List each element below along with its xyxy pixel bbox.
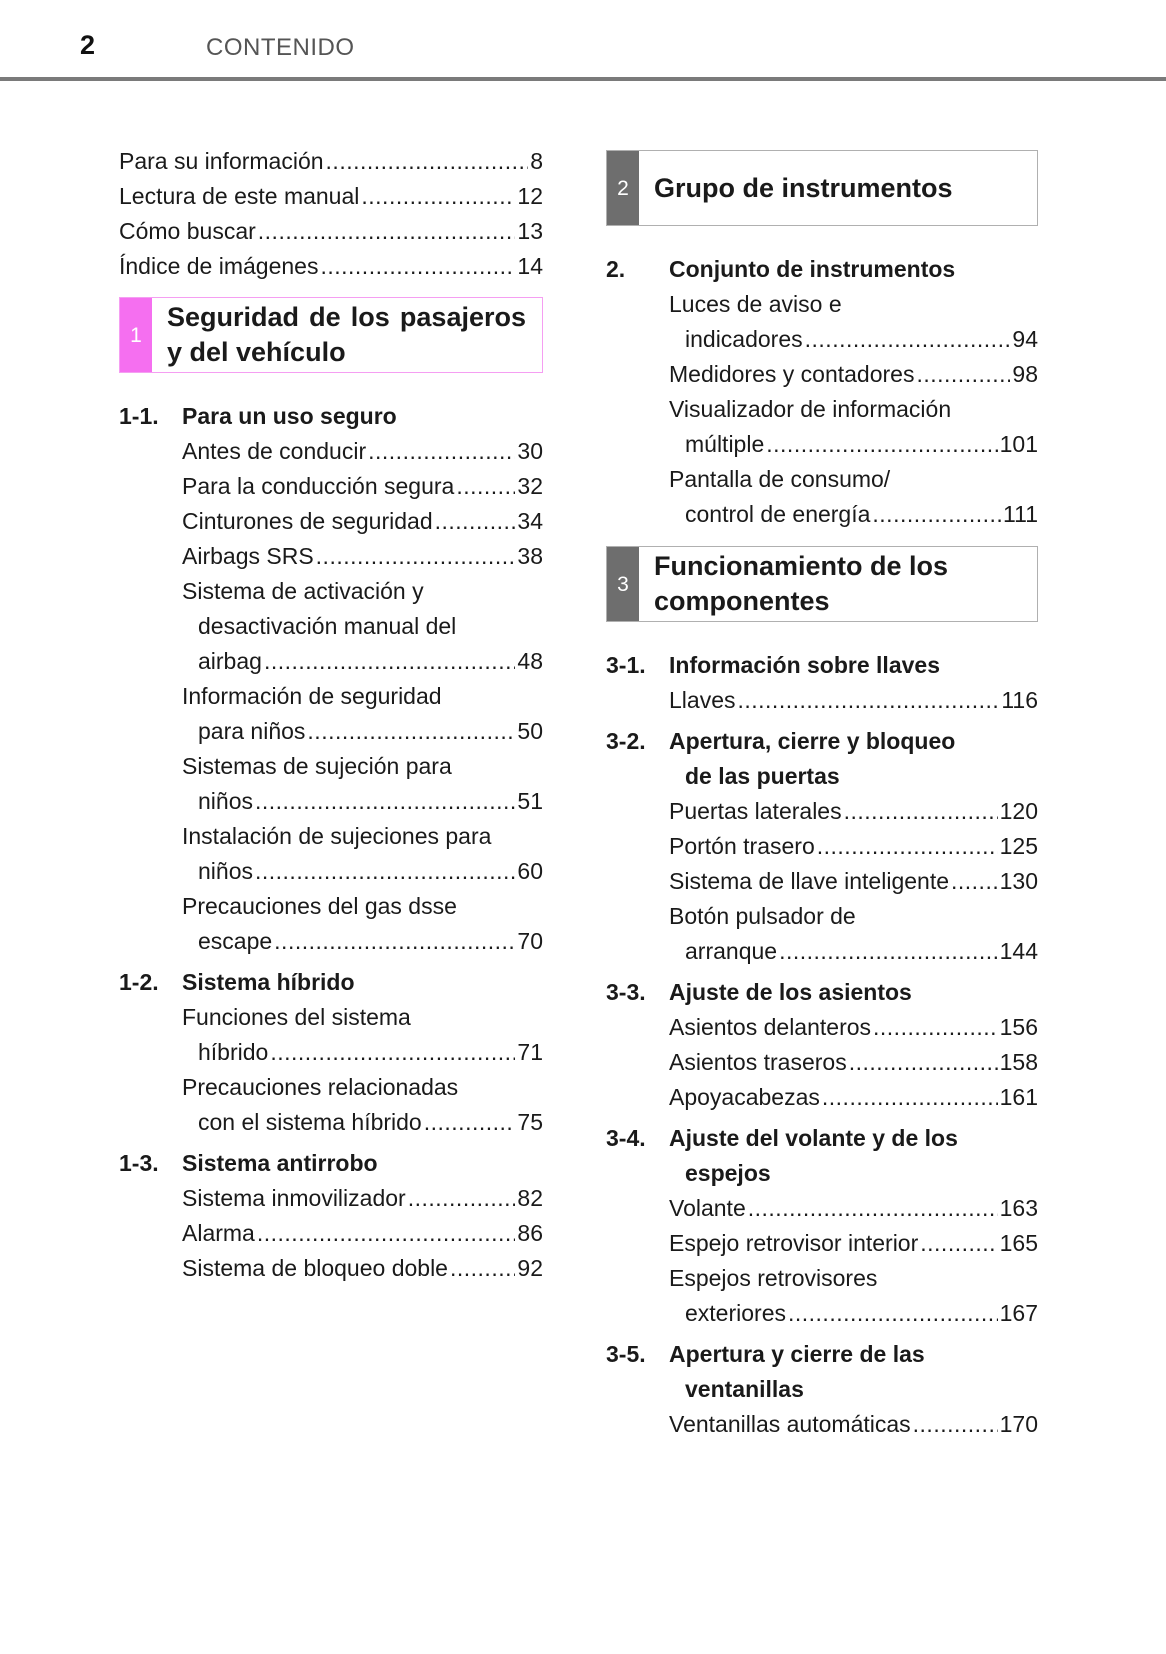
toc-entry-row bbox=[669, 1226, 1038, 1261]
toc-entry-row bbox=[119, 214, 543, 249]
section-title-line1: Conjunto de instrumentos bbox=[669, 256, 956, 282]
chapter-1-sections bbox=[119, 399, 543, 1286]
section-title bbox=[669, 724, 1038, 794]
toc-entry[interactable] bbox=[606, 864, 1038, 899]
toc-entry[interactable] bbox=[119, 574, 543, 679]
section-title-line2: ventanillas bbox=[685, 1376, 804, 1402]
toc-entry[interactable] bbox=[606, 462, 1038, 532]
section-title bbox=[182, 965, 543, 1000]
dot-leader bbox=[450, 1251, 515, 1286]
chapter-2-header[interactable] bbox=[606, 150, 1038, 226]
toc-entry[interactable] bbox=[606, 794, 1038, 829]
toc-entry-page: 34 bbox=[517, 508, 543, 534]
toc-entry-row bbox=[669, 1191, 1038, 1226]
section-heading[interactable] bbox=[606, 252, 1038, 287]
toc-right-column bbox=[606, 144, 1038, 1442]
toc-entry-label: Sistema de llave inteligente bbox=[669, 868, 949, 894]
section-number: 3-1. bbox=[606, 652, 646, 678]
dot-leader bbox=[805, 322, 1011, 357]
section-number: 3-3. bbox=[606, 979, 646, 1005]
toc-entry[interactable] bbox=[119, 179, 543, 214]
section-title bbox=[669, 1337, 1038, 1407]
toc-entry[interactable] bbox=[119, 749, 543, 819]
toc-entry[interactable] bbox=[119, 214, 543, 249]
toc-entry[interactable] bbox=[606, 1080, 1038, 1115]
toc-entry-row bbox=[669, 829, 1038, 864]
dot-leader bbox=[408, 1181, 516, 1216]
toc-entry-label: Sistema de bloqueo doble bbox=[182, 1255, 448, 1281]
toc-entry-row bbox=[182, 854, 543, 889]
chapter-3-title-line1: Funcionamiento de los bbox=[654, 551, 949, 581]
toc-entry[interactable] bbox=[606, 1010, 1038, 1045]
toc-entry[interactable] bbox=[606, 899, 1038, 969]
section-title-line1: Información sobre llaves bbox=[669, 652, 940, 678]
toc-entry-page: 111 bbox=[1003, 501, 1038, 527]
toc-entry-row bbox=[182, 644, 543, 679]
dot-leader bbox=[817, 829, 998, 864]
toc-entry-label-line2: desactivación manual del bbox=[198, 613, 457, 639]
toc-entry-row bbox=[669, 794, 1038, 829]
toc-entry-page: 50 bbox=[517, 718, 543, 744]
section-number: 1-2. bbox=[119, 969, 159, 995]
toc-entry-row bbox=[182, 1035, 543, 1070]
toc-entry-page: 48 bbox=[517, 648, 543, 674]
toc-entry-label: Alarma bbox=[182, 1220, 255, 1246]
toc-entry-row bbox=[669, 322, 1038, 357]
toc-entry-row bbox=[182, 469, 543, 504]
chapter-2-sections bbox=[606, 252, 1038, 532]
dot-leader bbox=[822, 1080, 998, 1115]
toc-entry-row bbox=[669, 934, 1038, 969]
toc-entry-label: Asientos traseros bbox=[669, 1049, 847, 1075]
header-title: CONTENIDO bbox=[206, 34, 355, 61]
chapter-1-title-line1: Seguridad de los pasajeros bbox=[167, 302, 526, 332]
section-title-line1: Para un uso seguro bbox=[182, 403, 397, 429]
dot-leader bbox=[326, 144, 529, 179]
toc-entry-label: Llaves bbox=[669, 687, 736, 713]
dot-leader bbox=[873, 1010, 998, 1045]
dot-leader bbox=[844, 794, 998, 829]
chapter-1-header[interactable] bbox=[119, 297, 543, 373]
toc-entry-label: Para la conducción segura bbox=[182, 473, 455, 499]
toc-entry-page: 30 bbox=[517, 438, 543, 464]
toc-entry[interactable] bbox=[119, 1251, 543, 1286]
toc-entry[interactable] bbox=[119, 679, 543, 749]
toc-entry-page: 71 bbox=[517, 1039, 543, 1065]
toc-entry[interactable] bbox=[119, 1070, 543, 1140]
toc-entry-label: Portón trasero bbox=[669, 833, 815, 859]
toc-entry-label-line1: Precauciones del gas dsse bbox=[182, 893, 457, 919]
section-title-line1: Apertura, cierre y bloqueo bbox=[669, 728, 956, 754]
toc-entry-label: Asientos delanteros bbox=[669, 1014, 872, 1040]
section-title bbox=[182, 1146, 543, 1181]
toc-entry-row bbox=[182, 1181, 543, 1216]
toc-entry-label-line1: Espejos retrovisores bbox=[669, 1265, 878, 1291]
toc-entry[interactable] bbox=[119, 144, 543, 179]
section-title bbox=[669, 1121, 1038, 1191]
chapter-2-title-line1: Grupo de instrumentos bbox=[654, 172, 953, 203]
toc-entry-label-line1: Visualizador de información bbox=[669, 396, 952, 422]
dot-leader bbox=[872, 497, 1001, 532]
toc-entry-row bbox=[119, 249, 543, 284]
toc-entry-label: múltiple bbox=[685, 431, 765, 457]
section-heading[interactable] bbox=[119, 1146, 543, 1181]
toc-entry-label: Medidores y contadores bbox=[669, 361, 915, 387]
dot-leader bbox=[255, 854, 515, 889]
toc-entry-label: Apoyacabezas bbox=[669, 1084, 820, 1110]
section-title bbox=[669, 252, 1038, 287]
section-heading[interactable] bbox=[606, 648, 1038, 683]
section-title-line1: Ajuste de los asientos bbox=[669, 979, 912, 1005]
dot-leader bbox=[951, 864, 998, 899]
toc-entry-row bbox=[182, 434, 543, 469]
chapter-3-header[interactable] bbox=[606, 546, 1038, 622]
toc-entry-page: 12 bbox=[517, 183, 543, 209]
toc-entry-page: 161 bbox=[999, 1084, 1038, 1110]
toc-entry-page: 130 bbox=[999, 868, 1038, 894]
chapter-3-title bbox=[639, 547, 1037, 621]
dot-leader bbox=[361, 179, 515, 214]
toc-entry-page: 38 bbox=[517, 543, 543, 569]
toc-entry-label-line1: Precauciones relacionadas bbox=[182, 1074, 459, 1100]
dot-leader bbox=[264, 644, 515, 679]
toc-entry-label: Cómo buscar bbox=[119, 218, 256, 244]
toc-entry-label: Antes de conducir bbox=[182, 438, 367, 464]
section-title-line2: espejos bbox=[685, 1160, 771, 1186]
toc-entry-row bbox=[669, 683, 1038, 718]
toc-entry-page: 167 bbox=[999, 1300, 1038, 1326]
section-number: 2. bbox=[606, 256, 626, 282]
chapter-1-title-line2: y del vehículo bbox=[167, 337, 346, 367]
section-heading[interactable] bbox=[606, 1121, 1038, 1191]
chapter-1-tab: 1 bbox=[120, 298, 152, 372]
toc-entry-page: 125 bbox=[999, 833, 1038, 859]
toc-entry[interactable] bbox=[606, 1226, 1038, 1261]
dot-leader bbox=[424, 1105, 516, 1140]
toc-entry-page: 70 bbox=[517, 928, 543, 954]
toc-entry-label: control de energía bbox=[685, 501, 871, 527]
toc-entry-row bbox=[669, 1080, 1038, 1115]
chapter-2-tab: 2 bbox=[607, 151, 639, 225]
toc-entry-row bbox=[669, 1296, 1038, 1331]
toc-entry-row bbox=[669, 357, 1038, 392]
toc-entry-row bbox=[669, 864, 1038, 899]
toc-entry-label-line1: Pantalla de consumo/ bbox=[669, 466, 891, 492]
toc-entry[interactable] bbox=[119, 249, 543, 284]
toc-entry-row bbox=[182, 504, 543, 539]
toc-entry[interactable] bbox=[606, 392, 1038, 462]
section-title bbox=[182, 399, 543, 434]
toc-entry-page: 158 bbox=[999, 1049, 1038, 1075]
section-heading[interactable] bbox=[606, 975, 1038, 1010]
section-title bbox=[669, 648, 1038, 683]
toc-entry-page: 82 bbox=[517, 1185, 543, 1211]
toc-entry-page: 116 bbox=[1001, 687, 1038, 713]
toc-entry-label: Ventanillas automáticas bbox=[669, 1411, 911, 1437]
dot-leader bbox=[255, 784, 515, 819]
toc-entry-page: 75 bbox=[517, 1109, 543, 1135]
toc-entry-label-line1: Sistemas de sujeción para bbox=[182, 753, 452, 779]
toc-entry-page: 8 bbox=[530, 148, 543, 174]
toc-entry-row bbox=[182, 784, 543, 819]
toc-entry-page: 120 bbox=[999, 798, 1038, 824]
toc-entry-page: 86 bbox=[517, 1220, 543, 1246]
toc-entry[interactable] bbox=[606, 829, 1038, 864]
section-heading[interactable] bbox=[119, 399, 543, 434]
dot-leader bbox=[274, 924, 515, 959]
toc-entry-label: Puertas laterales bbox=[669, 798, 842, 824]
toc-entry-row bbox=[119, 179, 543, 214]
toc-entry[interactable] bbox=[119, 504, 543, 539]
dot-leader bbox=[737, 683, 999, 718]
toc-entry-label: niños bbox=[198, 788, 253, 814]
chapter-3-title-line2: componentes bbox=[654, 586, 830, 616]
section-title-line1: Sistema antirrobo bbox=[182, 1150, 378, 1176]
toc-entry-row bbox=[182, 714, 543, 749]
toc-entry-label-line1: Información de seguridad bbox=[182, 683, 442, 709]
toc-entry-label-line1: Luces de aviso e bbox=[669, 291, 842, 317]
toc-entry-label: arranque bbox=[685, 938, 778, 964]
toc-entry[interactable] bbox=[119, 469, 543, 504]
toc-entry-label: Volante bbox=[669, 1195, 746, 1221]
toc-entry-label: Airbags SRS bbox=[182, 543, 314, 569]
chapter-2-title bbox=[639, 151, 1037, 225]
section-heading[interactable] bbox=[606, 724, 1038, 794]
page-header bbox=[0, 0, 1166, 82]
dot-leader bbox=[320, 249, 515, 284]
toc-entry[interactable] bbox=[119, 434, 543, 469]
toc-entry-row bbox=[669, 427, 1038, 462]
toc-entry-row bbox=[669, 497, 1038, 532]
toc-entry-page: 156 bbox=[999, 1014, 1038, 1040]
toc-entry-page: 13 bbox=[517, 218, 543, 244]
section-number: 1-1. bbox=[119, 403, 159, 429]
dot-leader bbox=[257, 1216, 516, 1251]
dot-leader bbox=[307, 714, 515, 749]
toc-entry[interactable] bbox=[606, 1191, 1038, 1226]
dot-leader bbox=[456, 469, 515, 504]
section-heading[interactable] bbox=[119, 965, 543, 1000]
dot-leader bbox=[270, 1035, 515, 1070]
toc-entry[interactable] bbox=[119, 889, 543, 959]
dot-leader bbox=[435, 504, 516, 539]
toc-entry-label: indicadores bbox=[685, 326, 803, 352]
toc-entry-row bbox=[182, 1251, 543, 1286]
toc-entry-page: 14 bbox=[517, 253, 543, 279]
toc-entry-label: escape bbox=[198, 928, 273, 954]
toc-entry[interactable] bbox=[606, 1045, 1038, 1080]
toc-entry-page: 51 bbox=[517, 788, 543, 814]
toc-entry-label-line1: Instalación de sujeciones para bbox=[182, 823, 492, 849]
toc-entry-label: Para su información bbox=[119, 148, 324, 174]
toc-entry-row bbox=[182, 924, 543, 959]
toc-entry-label: exteriores bbox=[685, 1300, 786, 1326]
toc-entry-label: híbrido bbox=[198, 1039, 269, 1065]
toc-entry-page: 144 bbox=[999, 938, 1038, 964]
toc-entry-row bbox=[669, 1045, 1038, 1080]
chapter-3-sections bbox=[606, 648, 1038, 1442]
toc-entry-page: 92 bbox=[517, 1255, 543, 1281]
toc-entry-label-line1: Botón pulsador de bbox=[669, 903, 856, 929]
toc-entry[interactable] bbox=[119, 1216, 543, 1251]
toc-entry-label: Espejo retrovisor interior bbox=[669, 1230, 919, 1256]
toc-entry-label: airbag bbox=[198, 648, 262, 674]
toc-entry-page: 165 bbox=[999, 1230, 1038, 1256]
toc-entry-label: Sistema inmovilizador bbox=[182, 1185, 406, 1211]
header-divider bbox=[0, 77, 1166, 81]
section-title-line1: Sistema híbrido bbox=[182, 969, 355, 995]
toc-entry-label: Cinturones de seguridad bbox=[182, 508, 433, 534]
dot-leader bbox=[913, 1407, 998, 1442]
section-number: 3-4. bbox=[606, 1125, 646, 1151]
toc-entry-page: 60 bbox=[517, 858, 543, 884]
toc-entry-row bbox=[182, 1105, 543, 1140]
toc-entry[interactable] bbox=[606, 1261, 1038, 1331]
dot-leader bbox=[766, 427, 997, 462]
chapter-1-title bbox=[152, 298, 542, 372]
toc-entry-page: 101 bbox=[999, 431, 1038, 457]
toc-entry-label: Lectura de este manual bbox=[119, 183, 360, 209]
toc-entry-page: 94 bbox=[1012, 326, 1038, 352]
section-title-line1: Apertura y cierre de las bbox=[669, 1341, 925, 1367]
toc-entry[interactable] bbox=[119, 539, 543, 574]
toc-entry[interactable] bbox=[119, 819, 543, 889]
dot-leader bbox=[368, 434, 515, 469]
toc-entry-row bbox=[182, 539, 543, 574]
toc-entry[interactable] bbox=[606, 683, 1038, 718]
toc-entry-row bbox=[669, 1407, 1038, 1442]
dot-leader bbox=[316, 539, 516, 574]
section-number: 3-5. bbox=[606, 1341, 646, 1367]
section-title bbox=[669, 975, 1038, 1010]
toc-entry-label: niños bbox=[198, 858, 253, 884]
section-heading[interactable] bbox=[606, 1337, 1038, 1407]
toc-entry-page: 98 bbox=[1012, 361, 1038, 387]
toc-entry-label: Índice de imágenes bbox=[119, 253, 319, 279]
toc-entry-page: 163 bbox=[999, 1195, 1038, 1221]
dot-leader bbox=[920, 1226, 997, 1261]
section-number: 3-2. bbox=[606, 728, 646, 754]
toc-entry-label: para niños bbox=[198, 718, 306, 744]
section-title-line2: de las puertas bbox=[685, 763, 840, 789]
section-number: 1-3. bbox=[119, 1150, 159, 1176]
toc-left-column bbox=[119, 144, 543, 1286]
dot-leader bbox=[748, 1191, 998, 1226]
dot-leader bbox=[779, 934, 998, 969]
toc-entry[interactable] bbox=[606, 1407, 1038, 1442]
intro-list bbox=[119, 144, 543, 284]
chapter-3-tab: 3 bbox=[607, 547, 639, 621]
toc-entry-row bbox=[669, 1010, 1038, 1045]
dot-leader bbox=[258, 214, 516, 249]
toc-entry-row bbox=[119, 144, 543, 179]
page-number: 2 bbox=[80, 30, 96, 60]
dot-leader bbox=[788, 1296, 998, 1331]
toc-entry[interactable] bbox=[606, 357, 1038, 392]
dot-leader bbox=[849, 1045, 998, 1080]
toc-entry[interactable] bbox=[119, 1000, 543, 1070]
toc-entry[interactable] bbox=[119, 1181, 543, 1216]
toc-entry-label: con el sistema híbrido bbox=[198, 1109, 422, 1135]
dot-leader bbox=[916, 357, 1010, 392]
toc-entry[interactable] bbox=[606, 287, 1038, 357]
section-title-line1: Ajuste del volante y de los bbox=[669, 1125, 958, 1151]
toc-entry-page: 32 bbox=[517, 473, 543, 499]
toc-entry-page: 170 bbox=[999, 1411, 1038, 1437]
toc-entry-label-line1: Sistema de activación y bbox=[182, 578, 424, 604]
toc-entry-row bbox=[182, 1216, 543, 1251]
toc-entry-label-line1: Funciones del sistema bbox=[182, 1004, 411, 1030]
